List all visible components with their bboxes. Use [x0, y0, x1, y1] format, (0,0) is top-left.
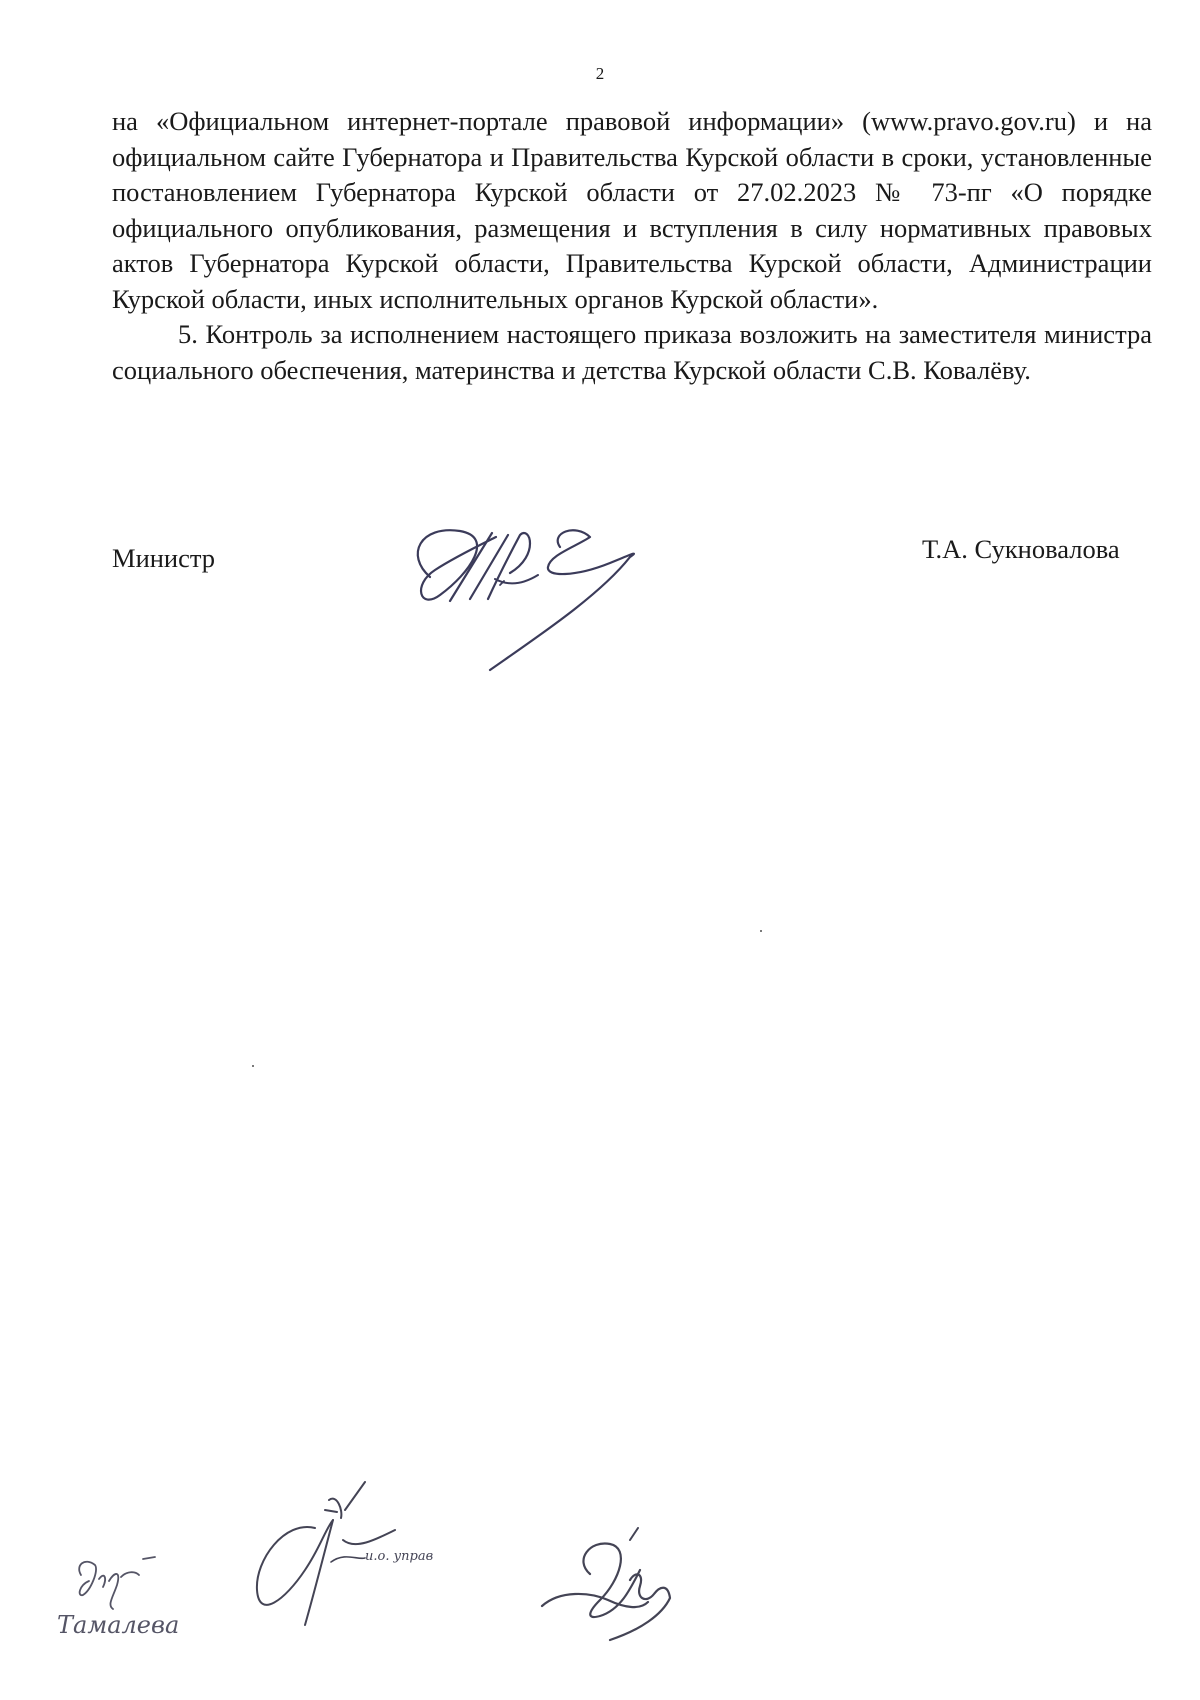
- approval-signature-3: [530, 1520, 690, 1650]
- page-number: 2: [595, 64, 605, 83]
- approval-signature-1: [55, 1535, 215, 1645]
- document-body: [112, 104, 1152, 388]
- signatory-name: Т.А. Сукновалова: [922, 534, 1120, 564]
- approval-signature-2: [245, 1480, 495, 1640]
- scan-speck: [760, 930, 762, 932]
- signatory-position: Министр: [112, 543, 216, 573]
- paragraph-control: 5. Контроль за исполнением настоящего приказа возложить на заместителя министра социального обеспечения, материнства и детства Курской области С.В. Ковалёву.: [112, 319, 1152, 385]
- approval-note-title: и.о. управ: [365, 1549, 434, 1564]
- minister-signature: [400, 515, 680, 695]
- scan-speck: [252, 1065, 254, 1067]
- paragraph-publication: на «Официальном интернет-портале правовой информации» (www.pravo.gov.ru) и на официальном сайте Губернатора и Правительства Курской области в сроки, установленные постановлением Губернатора Курской области от 27.02.2023 № 73-пг «О порядке официального опубликования, размещения и вступления в силу нормативных правовых актов Губернатора Курской области, Правительства Курской области, Администрации Курской области, иных исполнительных органов Курской области».: [112, 106, 1152, 314]
- approval-note-name: Тамалева: [57, 1611, 180, 1639]
